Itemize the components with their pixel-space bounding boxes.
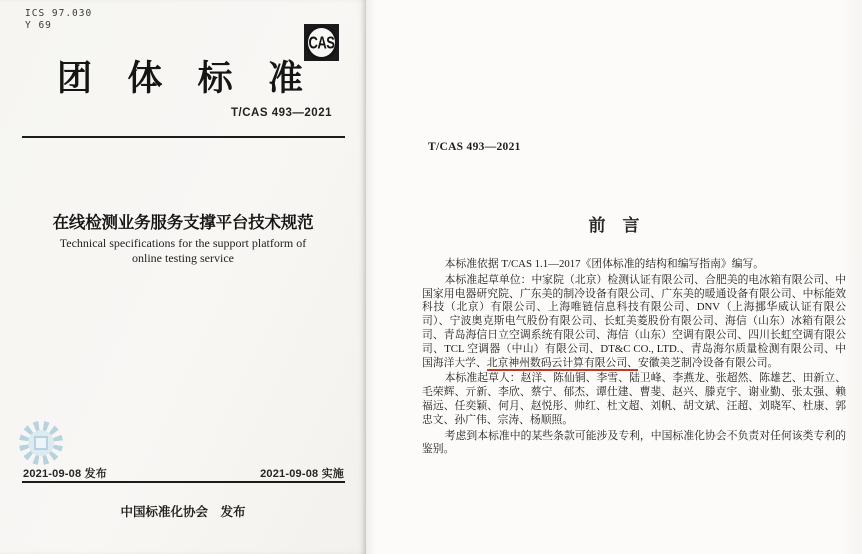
page-header-standard-number: T/CAS 493—2021 <box>428 141 521 153</box>
implementation-date: 2021-09-08 实施 <box>260 468 344 480</box>
standard-number: T/CAS 493—2021 <box>231 107 332 119</box>
drafting-org-highlighted: 北京神州数码云计算有限公司、 <box>486 356 638 369</box>
date-row <box>23 465 344 479</box>
standard-type-char: 体 <box>127 59 163 98</box>
standard-type-char: 团 <box>57 59 93 98</box>
cover-bottom-rule <box>22 481 345 483</box>
drafting-orgs-text: 本标准起草单位：中家院（北京）检测认证有限公司、合肥美的电冰箱有限公司、中国家用电器研究院、广东美的制冷设备有限公司、广东美的暖通设备有限公司、中标能效科技（北京）有限公司、上海唯链信息科技有限公司、DNV（上海挪华威认证有限公司）、宁波奥克斯电气股份有限公司、长虹美菱股份有限公司、海信（山东）冰箱有限公司、青岛海信日立空调系统有限公司、海信（山东）空调有限公司、四川长虹空调有限公司、TCL 空调器（中山）有限公司、DT&C CO., LTD.、青岛海尔质量检测有限公司、中国海洋大学、 <box>422 273 846 369</box>
paragraph-drafting-organizations <box>422 274 846 371</box>
ics-classification <box>25 8 92 32</box>
document-title-en-line1: Technical specifications for the support platform of <box>59 236 307 250</box>
document-title-en-line2: online testing service <box>132 250 234 265</box>
document-title-en <box>0 236 366 265</box>
doc-class-code: Y 69 <box>25 20 52 31</box>
cover-top-rule <box>22 136 345 138</box>
foreword-body <box>422 258 846 459</box>
publisher-line: 中国标准化协会 发布 <box>120 505 246 519</box>
paragraph-drafters: 本标准起草人：赵洋、陈仙铜、李雪、陆卫峰、李燕龙、张超然、陈雄艺、田新立、毛荣辉、亓新、李欣、蔡宁、郁杰、谭仕建、曹斐、赵兴、滕克宇、谢业勤、张太强、赖福远、任奕颖、何月、赵悦彤、帅红、杜文超、刘帆、胡文斌、汪超、刘晓军、杜康、郭忠文、孙广伟、宗涛、杨顺照。 <box>422 372 846 426</box>
ics-code: ICS 97.030 <box>25 8 93 19</box>
drafting-orgs-text-end: 安徽美芝制冷设备有限公司。 <box>637 356 779 369</box>
foreword-title: 前 言 <box>588 216 640 235</box>
paragraph-patent-notice: 考虑到本标准中的某些条款可能涉及专利，中国标准化协会不负责对任何该类专利的鉴别。 <box>422 429 846 456</box>
cas-logo-circle <box>305 25 338 60</box>
paragraph-basis: 本标准依据 T/CAS 1.1—2017《团体标准的结构和编写指南》编写。 <box>444 258 765 270</box>
standard-type-char: 准 <box>267 59 303 98</box>
blue-stamp-seal-icon <box>19 421 63 465</box>
cover-page <box>0 0 366 554</box>
document-title-zh: 在线检测业务服务支撑平台技术规范 <box>52 214 314 232</box>
standard-type-title <box>57 60 303 98</box>
foreword-page <box>366 0 862 554</box>
cas-logo-icon <box>304 24 339 61</box>
cas-logo-text: CAS <box>308 32 335 53</box>
standard-type-char: 标 <box>197 59 233 98</box>
issue-date: 2021-09-08 发布 <box>23 468 107 480</box>
